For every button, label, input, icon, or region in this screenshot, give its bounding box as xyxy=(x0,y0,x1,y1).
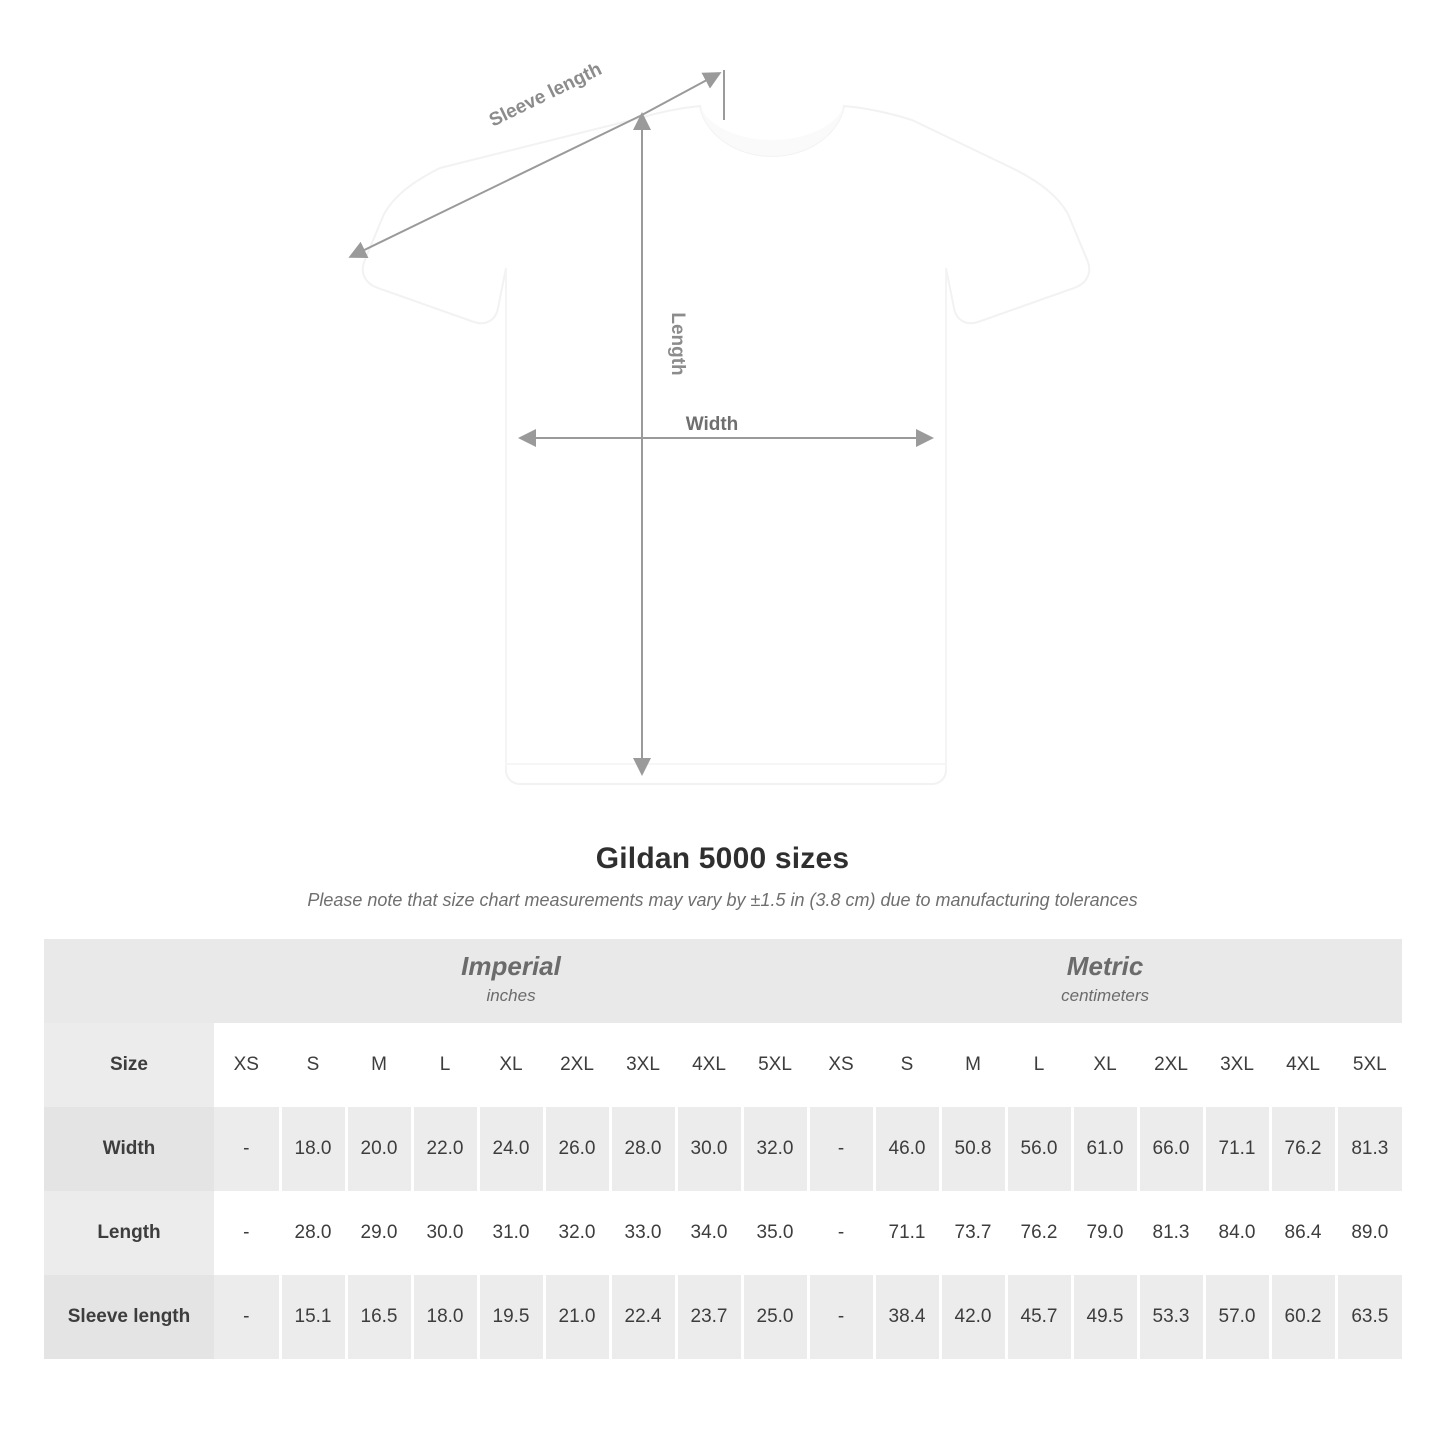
cell-length-met-l: 76.2 xyxy=(1006,1191,1072,1275)
cell-sleeve-met-xl: 49.5 xyxy=(1072,1275,1138,1359)
width-label: Width xyxy=(685,414,739,435)
cell-sleeve-met-s: 38.4 xyxy=(874,1275,940,1359)
cell-width-imp-s: 18.0 xyxy=(280,1107,346,1191)
size-col-imperial-s: S xyxy=(280,1023,346,1107)
cell-sleeve-met-l: 45.7 xyxy=(1006,1275,1072,1359)
cell-width-met-m: 50.8 xyxy=(940,1107,1006,1191)
cell-length-met-5xl: 89.0 xyxy=(1336,1191,1402,1275)
cell-sleeve-imp-s: 15.1 xyxy=(280,1275,346,1359)
cell-length-met-m: 73.7 xyxy=(940,1191,1006,1275)
size-col-metric-5xl: 5XL xyxy=(1336,1023,1402,1107)
size-table-wrapper xyxy=(44,939,1401,1359)
size-table xyxy=(44,939,1402,1359)
size-col-imperial-m: M xyxy=(346,1023,412,1107)
cell-sleeve-met-4xl: 60.2 xyxy=(1270,1275,1336,1359)
size-col-metric-2xl: 2XL xyxy=(1138,1023,1204,1107)
size-col-imperial-l: L xyxy=(412,1023,478,1107)
sleeve-length-label: Sleeve length xyxy=(485,58,606,132)
unit-header-spacer xyxy=(44,939,214,1023)
cell-width-imp-3xl: 28.0 xyxy=(610,1107,676,1191)
size-col-metric-4xl: 4XL xyxy=(1270,1023,1336,1107)
metric-sub: centimeters xyxy=(1061,986,1150,1006)
cell-width-imp-xs: - xyxy=(214,1107,280,1191)
cell-sleeve-met-5xl: 63.5 xyxy=(1336,1275,1402,1359)
length-label: Length xyxy=(667,312,688,376)
cell-length-met-s: 71.1 xyxy=(874,1191,940,1275)
cell-length-imp-l: 30.0 xyxy=(412,1191,478,1275)
cell-width-met-s: 46.0 xyxy=(874,1107,940,1191)
cell-width-imp-5xl: 32.0 xyxy=(742,1107,808,1191)
page-title: Gildan 5000 sizes xyxy=(595,842,850,875)
cell-length-imp-xs: - xyxy=(214,1191,280,1275)
cell-width-imp-l: 22.0 xyxy=(412,1107,478,1191)
cell-sleeve-imp-4xl: 23.7 xyxy=(676,1275,742,1359)
chart-title-block xyxy=(0,842,1445,911)
cell-width-met-2xl: 66.0 xyxy=(1138,1107,1204,1191)
size-col-metric-xl: XL xyxy=(1072,1023,1138,1107)
tolerance-note: Please note that size chart measurements may vary by ±1.5 in (3.8 cm) due to manufacturing tolerances xyxy=(307,890,1138,910)
table-row-sleeve-length xyxy=(44,1275,1402,1359)
unit-header-row xyxy=(44,939,1402,1023)
cell-sleeve-imp-l: 18.0 xyxy=(412,1275,478,1359)
cell-sleeve-imp-xl: 19.5 xyxy=(478,1275,544,1359)
size-col-metric-xs: XS xyxy=(808,1023,874,1107)
cell-length-imp-2xl: 32.0 xyxy=(544,1191,610,1275)
cell-width-met-l: 56.0 xyxy=(1006,1107,1072,1191)
cell-length-imp-5xl: 35.0 xyxy=(742,1191,808,1275)
cell-width-met-xl: 61.0 xyxy=(1072,1107,1138,1191)
row-label-length: Length xyxy=(44,1191,214,1275)
cell-sleeve-met-2xl: 53.3 xyxy=(1138,1275,1204,1359)
cell-length-met-4xl: 86.4 xyxy=(1270,1191,1336,1275)
imperial-name: Imperial xyxy=(461,951,561,982)
row-label-sleeve-length: Sleeve length xyxy=(44,1275,214,1359)
cell-width-met-5xl: 81.3 xyxy=(1336,1107,1402,1191)
size-header-label: Size xyxy=(44,1023,214,1107)
size-col-metric-s: S xyxy=(874,1023,940,1107)
cell-width-met-4xl: 76.2 xyxy=(1270,1107,1336,1191)
row-label-width: Width xyxy=(44,1107,214,1191)
metric-name: Metric xyxy=(1066,951,1144,982)
table-row-width xyxy=(44,1107,1402,1191)
cell-width-met-xs: - xyxy=(808,1107,874,1191)
cell-sleeve-imp-xs: - xyxy=(214,1275,280,1359)
cell-length-imp-m: 29.0 xyxy=(346,1191,412,1275)
cell-length-imp-s: 28.0 xyxy=(280,1191,346,1275)
cell-length-met-2xl: 81.3 xyxy=(1138,1191,1204,1275)
unit-header-imperial xyxy=(214,939,808,1023)
table-row-length xyxy=(44,1191,1402,1275)
cell-sleeve-imp-5xl: 25.0 xyxy=(742,1275,808,1359)
cell-sleeve-imp-3xl: 22.4 xyxy=(610,1275,676,1359)
tshirt-shape xyxy=(363,106,1089,784)
unit-header-metric xyxy=(808,939,1402,1023)
cell-width-met-3xl: 71.1 xyxy=(1204,1107,1270,1191)
cell-length-imp-4xl: 34.0 xyxy=(676,1191,742,1275)
size-header-row xyxy=(44,1023,1402,1107)
size-col-metric-l: L xyxy=(1006,1023,1072,1107)
cell-sleeve-met-xs: - xyxy=(808,1275,874,1359)
cell-length-met-xl: 79.0 xyxy=(1072,1191,1138,1275)
imperial-sub: inches xyxy=(486,986,536,1006)
cell-length-imp-3xl: 33.0 xyxy=(610,1191,676,1275)
cell-length-met-3xl: 84.0 xyxy=(1204,1191,1270,1275)
size-col-imperial-2xl: 2XL xyxy=(544,1023,610,1107)
cell-width-imp-4xl: 30.0 xyxy=(676,1107,742,1191)
size-col-imperial-5xl: 5XL xyxy=(742,1023,808,1107)
cell-sleeve-met-3xl: 57.0 xyxy=(1204,1275,1270,1359)
cell-width-imp-2xl: 26.0 xyxy=(544,1107,610,1191)
size-col-metric-3xl: 3XL xyxy=(1204,1023,1270,1107)
size-col-imperial-xl: XL xyxy=(478,1023,544,1107)
cell-sleeve-imp-2xl: 21.0 xyxy=(544,1275,610,1359)
size-col-imperial-3xl: 3XL xyxy=(610,1023,676,1107)
cell-length-met-xs: - xyxy=(808,1191,874,1275)
cell-sleeve-imp-m: 16.5 xyxy=(346,1275,412,1359)
size-col-imperial-4xl: 4XL xyxy=(676,1023,742,1107)
size-col-metric-m: M xyxy=(940,1023,1006,1107)
cell-width-imp-xl: 24.0 xyxy=(478,1107,544,1191)
cell-sleeve-met-m: 42.0 xyxy=(940,1275,1006,1359)
cell-width-imp-m: 20.0 xyxy=(346,1107,412,1191)
cell-length-imp-xl: 31.0 xyxy=(478,1191,544,1275)
size-col-imperial-xs: XS xyxy=(214,1023,280,1107)
